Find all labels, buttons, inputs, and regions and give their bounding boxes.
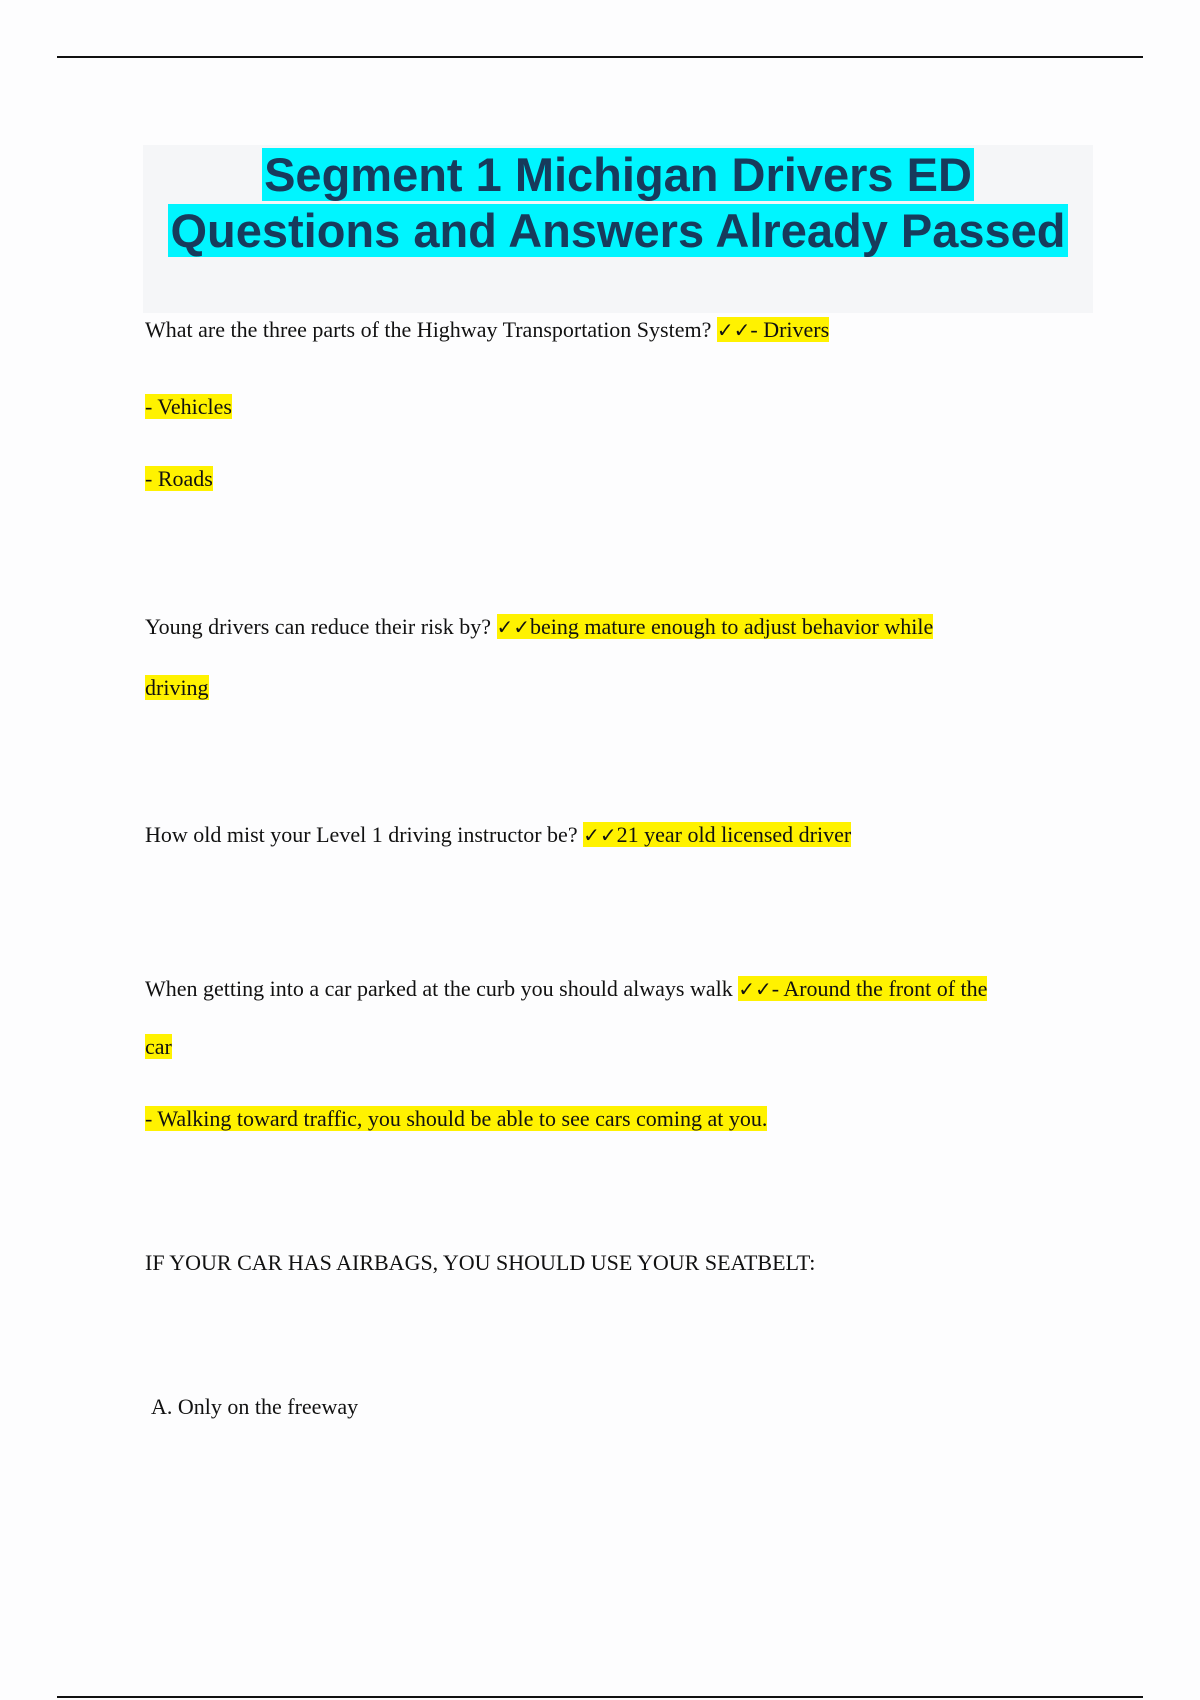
double-check-icon: ✓✓ (738, 977, 772, 1001)
answer-line: driving (145, 675, 209, 700)
double-check-icon: ✓✓ (583, 823, 617, 847)
document-title (143, 145, 1093, 313)
question-5 (145, 1248, 815, 1278)
question-2 (145, 612, 933, 642)
question-text: How old mist your Level 1 driving instructor be? (145, 822, 578, 847)
question-3 (145, 820, 851, 850)
question-text: Young drivers can reduce their risk by? (145, 614, 492, 639)
double-check-icon: ✓✓ (496, 615, 531, 639)
answer-line: - Vehicles (145, 394, 232, 419)
double-check-icon: ✓✓ (716, 318, 751, 342)
footer-rule (57, 1696, 1143, 1698)
answer-text: - Drivers (750, 317, 830, 342)
answer-line: - Walking toward traffic, you should be able to see cars coming at you. (145, 1106, 768, 1131)
question-text: When getting into a car parked at the curb you should always walk (145, 976, 733, 1001)
question-text: IF YOUR CAR HAS AIRBAGS, YOU SHOULD USE YOUR SEATBELT: (145, 1250, 816, 1275)
option-a: A. Only on the freeway (151, 1394, 359, 1419)
answer-line: - Roads (145, 466, 213, 491)
header-rule (57, 56, 1143, 58)
question-text: What are the three parts of the Highway Transportation System? (145, 317, 712, 342)
answer-line: car (145, 1034, 172, 1059)
title-line-2: Questions and Answers Already Passed (170, 204, 1066, 257)
answer-text: 21 year old licensed driver (616, 822, 852, 847)
question-4 (145, 974, 987, 1004)
answer-text: being mature enough to adjust behavior while (530, 614, 934, 639)
title-line-1: Segment 1 Michigan Drivers ED (264, 148, 972, 201)
answer-text: - Around the front of the (771, 976, 988, 1001)
question-1 (145, 315, 829, 345)
